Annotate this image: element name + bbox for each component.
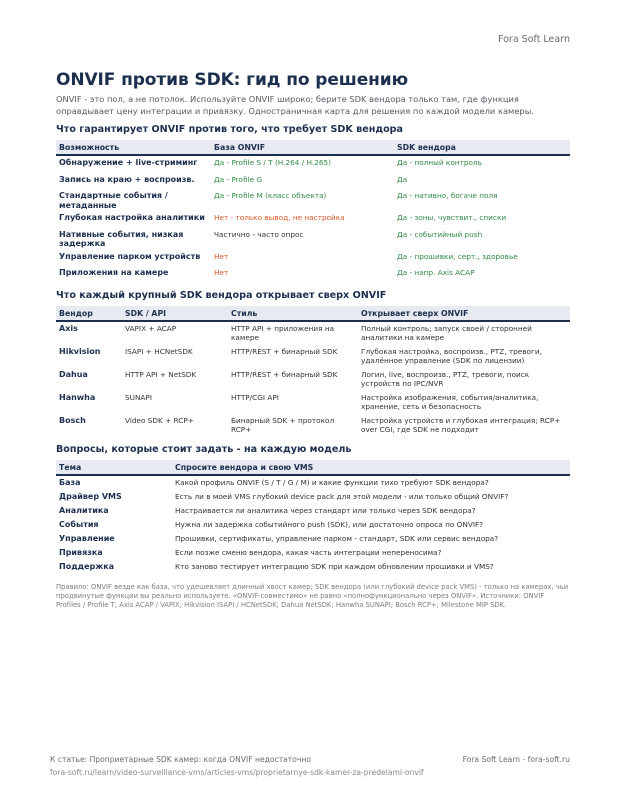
style-cell: HTTP/CGI API (231, 392, 279, 402)
section-heading-guarantees: Что гарантирует ONVIF против того, что требует SDK вендора (56, 124, 404, 135)
capability-cell: Запись на краю + воспроизв. (59, 174, 195, 184)
section-heading-vendors: Что каждый крупный SDK вендора открывает сверх ONVIF (56, 289, 387, 301)
table-row (56, 155, 570, 173)
vendor-cell: Dahua (59, 369, 88, 379)
question-cell: Настраивается ли аналитика через стандарт или только через SDK вендора? (175, 505, 476, 515)
column-header: База ONVIF (211, 140, 394, 155)
capability-cell: Нативные события, низкая задержка (59, 229, 184, 249)
sdk-api-cell: VAPIX + ACAP (125, 323, 177, 333)
question-cell: Если позже сменю вендора, какая часть интеграции непереносима? (175, 547, 442, 557)
table-row (56, 475, 570, 490)
vendor-cell: Hikvision (59, 346, 101, 356)
column-header: Открывает сверх ONVIF (358, 306, 570, 321)
questions-table (56, 460, 570, 574)
onvif-cell: Да - Profile M (класс объекта) (214, 191, 327, 200)
style-cell: Бинарный SDK + протокол RCP+ (231, 415, 335, 435)
column-header: SDK / API (122, 306, 228, 321)
table-row (56, 173, 570, 190)
table-row (56, 211, 570, 228)
column-header: Возможность (56, 140, 211, 155)
question-cell: Прошивки, сертификаты, управление парком - стандарт, SDK или сервис вендора? (175, 533, 499, 543)
topic-cell: События (59, 519, 99, 529)
table-row (56, 368, 570, 391)
capability-cell: Приложения на камере (59, 268, 169, 278)
table-row (56, 345, 570, 368)
vendor-cell: Axis (59, 323, 78, 333)
table-row (56, 504, 570, 518)
sdk-api-cell: Video SDK + RCP+ (125, 415, 194, 425)
sdk-cell: Да - нативно, богаче поля (397, 191, 498, 200)
onvif-cell: Нет (214, 251, 229, 261)
onvif-cell: Нет (214, 268, 229, 278)
table-row (56, 532, 570, 546)
column-header: Тема (56, 460, 172, 475)
page-title: ONVIF против SDK: гид по решению (56, 70, 409, 90)
lead-paragraph: ONVIF - это пол, а не потолок. Используйте ONVIF широко; берите SDK вендора только там, где функция оправдывает цену интеграции и привязку. Одностраничная карта для решения по каждой модели камеры. (56, 94, 534, 116)
vendor-cell: Bosch (59, 415, 86, 425)
document-body (56, 70, 570, 610)
topic-cell: База (59, 477, 81, 487)
sdk-cell: Да - прошивки, серт., здоровье (397, 251, 518, 261)
capability-cell: Глубокая настройка аналитики (59, 213, 205, 223)
table-row (56, 414, 570, 437)
column-header: Стиль (228, 306, 358, 321)
onvif-cell: Да - Profile S / T (H.264 / H.265) (214, 158, 331, 167)
table-header-row (56, 140, 570, 155)
topic-cell: Драйвер VMS (59, 491, 122, 501)
topic-cell: Аналитика (59, 505, 109, 515)
onvif-cell: Нет - только вывод, не настройка (214, 213, 345, 223)
brand-header: Fora Soft Learn (497, 34, 570, 45)
column-header: Спросите вендора и свою VMS (172, 460, 570, 475)
table-row (56, 546, 570, 560)
question-cell: Какой профиль ONVIF (S / T / G / M) и какие функции тихо требуют SDK вендора? (175, 477, 489, 487)
extra-cell: Глубокая настройка, воспроизв., PTZ, тревоги, удалённое управление (SDK по лицензии) (361, 346, 542, 366)
extra-cell: Логин, live, воспроизв., PTZ, тревоги, поиск устройств по IPC/NVR (361, 369, 530, 389)
capability-cell: Управление парком устройств (59, 251, 201, 261)
table-row (56, 560, 570, 574)
sdk-cell: Да - напр. Axis ACAP (397, 268, 475, 278)
sdk-cell: Да - событийный push (397, 229, 483, 239)
footnote-rule: Правило: ONVIF везде как база, что удешевляет длинный хвост камер; SDK вендора (или глубокий device pack VMS) - только на камерах, чьи продвинутые функции вы реально используете. «ONVIF-совместимо» не равно «полнофункционально через ONVIF». Источники: ONVIF Profiles / Profile T; Axis ACAP / VAPIX; Hikvision ISAPI / HCNetSDK; Dahua NetSDK; Hanwha SUNAPI; Bosch RCP+; Milestone MIP SDK. (56, 582, 569, 609)
style-cell: HTTP API + приложения на камере (231, 323, 335, 343)
footer-article-link[interactable]: К статье: Проприетарные SDK камер: когда ONVIF недостаточно (50, 755, 311, 764)
table-row (56, 228, 570, 250)
topic-cell: Поддержка (59, 561, 115, 571)
capability-cell: Обнаружение + live-стриминг (59, 158, 198, 167)
capability-cell: Стандартные события / метаданные (59, 191, 168, 210)
table-row (56, 490, 570, 504)
sdk-cell: Да - зоны, чувствит., списки (397, 213, 507, 223)
style-cell: HTTP/REST + бинарный SDK (231, 369, 338, 379)
vendor-cell: Hanwha (59, 392, 96, 402)
onvif-cell: Да - Profile G (214, 174, 263, 184)
extra-cell: Настройка изображения, события/аналитика, хранение, сеть и безопасность (361, 392, 539, 412)
table-row (56, 189, 570, 211)
sdk-cell: Да (397, 174, 408, 184)
table-row (56, 266, 570, 283)
sdk-api-cell: HTTP API + NetSDK (125, 369, 197, 379)
column-header: Вендор (56, 306, 122, 321)
table-header-row (56, 460, 570, 475)
table-row (56, 518, 570, 532)
sdk-api-cell: SUNAPI (125, 392, 152, 402)
question-cell: Нужна ли задержка событийного push (SDK), или достаточно опроса по ONVIF? (175, 519, 484, 529)
footer-url[interactable]: fora-soft.ru/learn/video-surveillance-vms/articles-vms/proprietarnye-sdk-kamer-za-predelami-onvif (50, 768, 424, 777)
question-cell: Есть ли в моей VMS глубокий device pack для этой модели - или только общий ONVIF? (175, 491, 509, 501)
sdk-cell: Да - полный контроль (397, 158, 482, 167)
table-row (56, 250, 570, 267)
capability-table (56, 140, 570, 283)
vendor-table (56, 306, 570, 437)
table-header-row (56, 306, 570, 321)
extra-cell: Настройка устройств и глубокая интеграция; RCP+ over CGI, где SDK не подходит (361, 415, 561, 435)
extra-cell: Полный контроль; запуск своей / сторонней аналитики на камере (361, 323, 532, 343)
section-heading-questions: Вопросы, которые стоит задать - на каждую модель (56, 443, 352, 455)
table-row (56, 321, 570, 345)
column-header: SDK вендора (394, 140, 570, 155)
topic-cell: Привязка (59, 547, 103, 557)
footer-brand: Fora Soft Learn - fora-soft.ru (462, 755, 570, 764)
style-cell: HTTP/REST + бинарный SDK (231, 346, 338, 356)
question-cell: Кто заново тестирует интеграцию SDK при каждом обновлении прошивки и VMS? (175, 561, 494, 571)
sdk-api-cell: ISAPI + HCNetSDK (125, 346, 193, 356)
onvif-cell: Частично - часто опрос (214, 229, 304, 239)
table-row (56, 391, 570, 414)
topic-cell: Управление (59, 533, 115, 543)
